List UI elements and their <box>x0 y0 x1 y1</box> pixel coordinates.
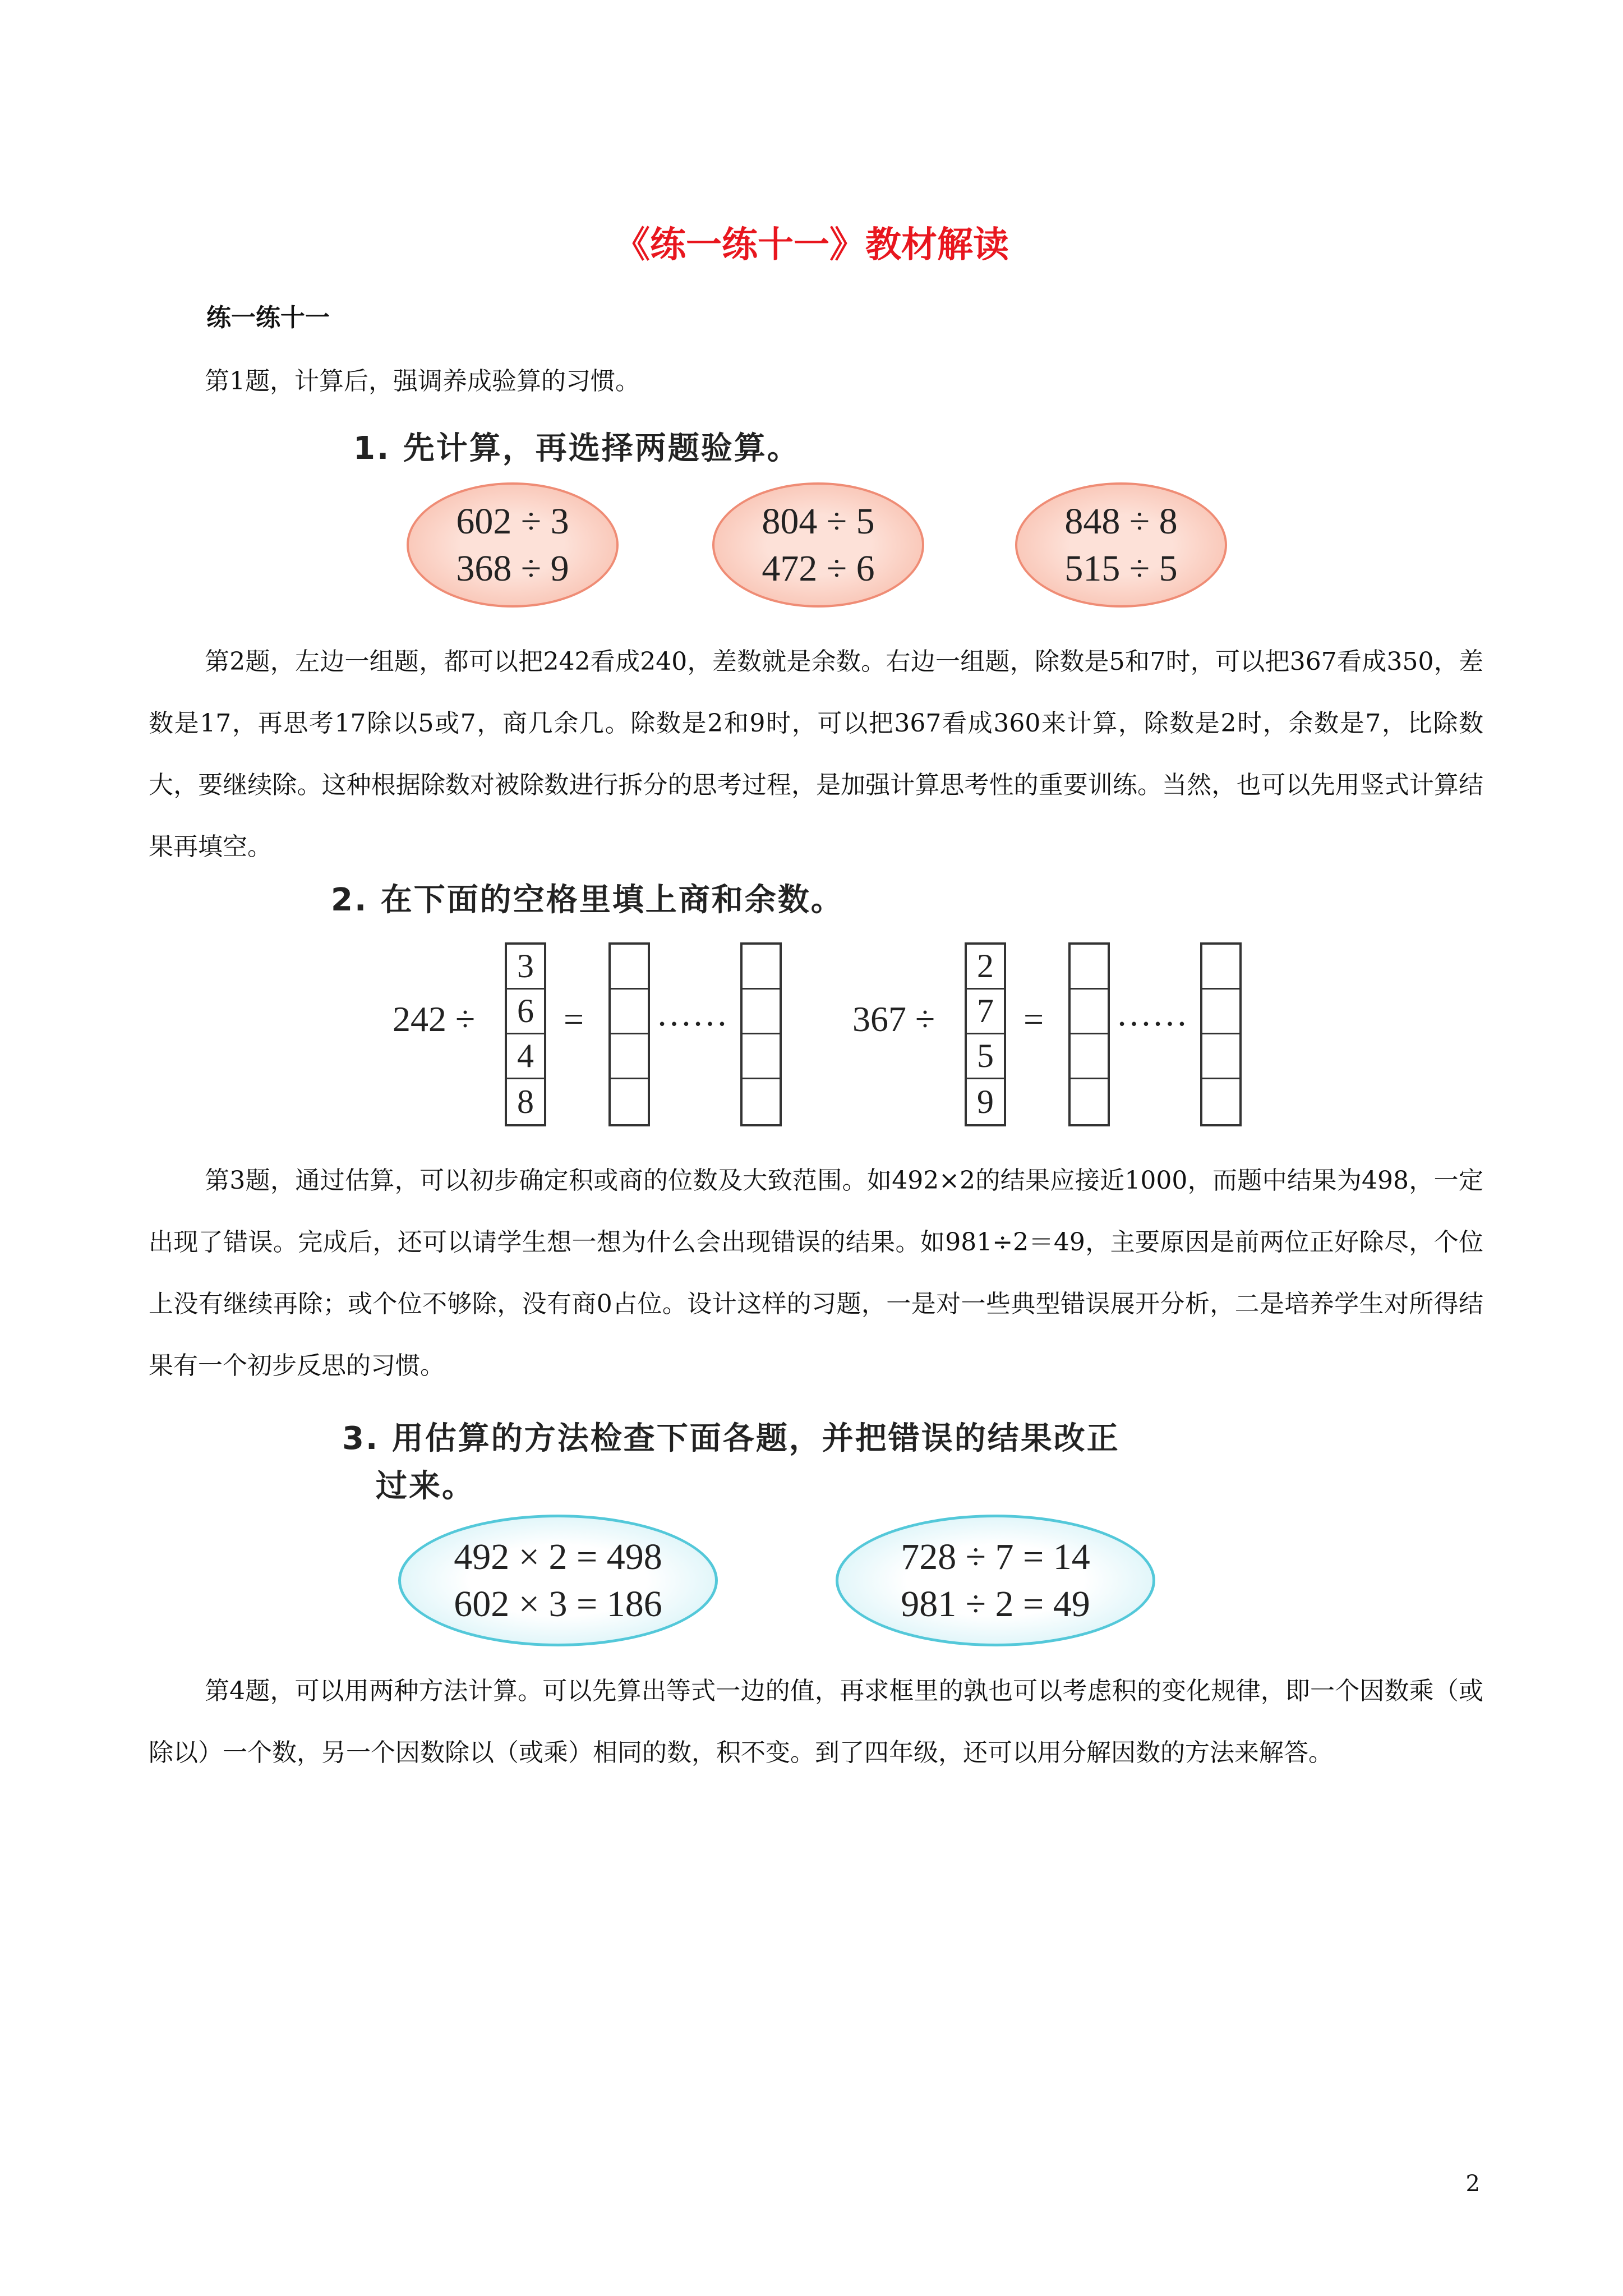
divisor-cell: 7 <box>967 990 1004 1034</box>
answer-box[interactable] <box>1202 990 1239 1034</box>
answer-box[interactable] <box>611 1034 648 1079</box>
divisor-cell: 4 <box>507 1034 544 1079</box>
exercise1-heading: 1. 先计算，再选择两题验算。 <box>353 430 800 467</box>
problem: 602 ÷ 3 <box>456 500 569 542</box>
problem: 728 ÷ 7 = 14 <box>901 1536 1090 1577</box>
answer-box[interactable] <box>743 945 780 990</box>
problem: 848 ÷ 8 <box>1064 500 1178 542</box>
left-divisor-column <box>505 942 546 1126</box>
problem: 515 ÷ 5 <box>1064 547 1178 589</box>
answer-box[interactable] <box>1202 945 1239 990</box>
problem: 492 × 2 = 498 <box>454 1536 662 1577</box>
paragraph-q2: 第2题，左边一组题，都可以把242看成240，差数就是余数。右边一组题，除数是5和7时，可以把367看成350，差数是17，再思考17除以5或7，商几余几。除数是2和9时，可以把367看成360来计算，除数是2时，余数是7，比除数大，要继续除。这种根据除数对被除数进行拆分的思考过程，是加强计算思考性的重要训练。当然，也可以先用竖式计算结果再填空。 <box>149 647 1483 861</box>
divisor-cell: 9 <box>977 1083 994 1120</box>
exercise3-figure <box>331 1414 1284 1649</box>
right-dots: …… <box>1116 993 1188 1033</box>
page-number: 2 <box>1465 2171 1480 2197</box>
divisor-cell: 2 <box>967 945 1004 990</box>
problem: 472 ÷ 6 <box>762 547 875 589</box>
exercise3-group-1 <box>398 1515 718 1646</box>
answer-box[interactable] <box>1071 990 1108 1034</box>
left-dots: …… <box>656 993 728 1033</box>
exercise3-heading-line2: 过来。 <box>376 1468 475 1504</box>
exercise1-group-3 <box>1015 482 1227 608</box>
answer-box[interactable] <box>1202 1079 1239 1124</box>
divisor-cell: 8 <box>517 1083 534 1120</box>
right-quotient-boxes[interactable] <box>1068 942 1110 1126</box>
exercise1-group-2 <box>712 482 924 608</box>
exercise2-heading: 2. 在下面的空格里填上商和余数。 <box>331 882 844 918</box>
divisor-cell: 6 <box>507 990 544 1034</box>
left-remainder-boxes[interactable] <box>740 942 782 1126</box>
answer-box[interactable] <box>743 990 780 1034</box>
section-heading: 练一练十一 <box>206 303 330 332</box>
page-title: 《练一练十一》教材解读 <box>614 224 1009 266</box>
divisor-cell: 5 <box>967 1034 1004 1079</box>
problem: 368 ÷ 9 <box>456 547 569 589</box>
answer-box[interactable] <box>611 990 648 1034</box>
answer-box[interactable] <box>743 1034 780 1079</box>
right-dividend: 367 ÷ <box>852 999 935 1039</box>
left-dividend: 242 ÷ <box>393 999 476 1039</box>
exercise2-figure <box>331 875 1284 1133</box>
answer-box[interactable] <box>611 1079 648 1124</box>
divisor-cell: 3 <box>507 945 544 990</box>
paragraph-q3: 第3题，通过估算，可以初步确定积或商的位数及大致范围。如492×2的结果应接近1000，而题中结果为498，一定出现了错误。完成后，还可以请学生想一想为什么会出现错误的结果。如981÷2＝49，主要原因是前两位正好除尽，个位上没有继续再除；或个位不够除，没有商0占位。设计这样的习题，一是对一些典型错误展开分析，二是培养学生对所得结果有一个初步反思的习惯。 <box>149 1166 1483 1380</box>
exercise1-figure <box>331 424 1284 614</box>
left-quotient-boxes[interactable] <box>608 942 650 1126</box>
answer-box[interactable] <box>1071 1034 1108 1079</box>
exercise3-heading-line1: 3. 用估算的方法检查下面各题，并把错误的结果改正 <box>342 1420 1120 1457</box>
paragraph-q4: 第4题，可以用两种方法计算。可以先算出等式一边的值，再求框里的孰也可以考虑积的变化规律，即一个因数乘（或除以）一个数，另一个因数除以（或乘）相同的数，积不变。到了四年级，还可以用分解因数的方法来解答。 <box>149 1677 1483 1767</box>
right-divisor-column <box>965 942 1006 1126</box>
right-equals: = <box>1023 999 1044 1039</box>
problem: 981 ÷ 2 = 49 <box>901 1583 1090 1625</box>
left-equals: = <box>564 999 584 1039</box>
answer-box[interactable] <box>1071 945 1108 990</box>
right-remainder-boxes[interactable] <box>1200 942 1242 1126</box>
problem: 804 ÷ 5 <box>762 500 875 542</box>
answer-box[interactable] <box>1202 1034 1239 1079</box>
problem: 602 × 3 = 186 <box>454 1583 662 1625</box>
exercise1-group-1 <box>407 482 619 608</box>
paragraph-q1: 第1题，计算后，强调养成验算的习惯。 <box>205 367 640 395</box>
answer-box[interactable] <box>743 1079 780 1124</box>
answer-box[interactable] <box>1071 1079 1108 1124</box>
answer-box[interactable] <box>611 945 648 990</box>
exercise3-group-2 <box>836 1515 1155 1646</box>
